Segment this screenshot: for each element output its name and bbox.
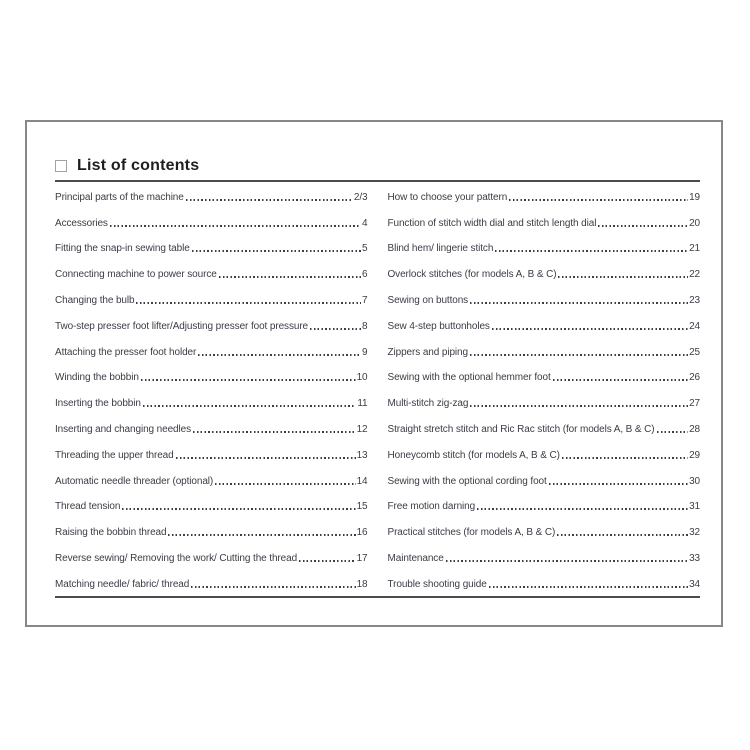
toc-entry-label: Sew 4-step buttonholes xyxy=(387,320,490,332)
dotted-leader xyxy=(446,560,688,562)
toc-entry-label: Matching needle/ fabric/ thread xyxy=(55,578,190,590)
toc-entry-page-number: 13 xyxy=(356,449,368,461)
toc-entry-label: Inserting the bobbin xyxy=(55,398,141,410)
dotted-leader xyxy=(558,276,688,278)
toc-entry-page-number: 6 xyxy=(362,269,368,281)
toc-entry xyxy=(55,544,368,570)
toc-entry-page-number: 19 xyxy=(689,191,700,203)
toc-entry xyxy=(55,183,368,209)
toc-entry xyxy=(388,493,701,519)
toc-entry xyxy=(55,570,368,596)
toc-entry-label: How to choose your pattern xyxy=(387,191,508,203)
toc-entry-label: Raising the bobbin thread xyxy=(55,527,167,539)
toc-entry-page-number: 15 xyxy=(356,501,368,513)
dotted-leader xyxy=(470,302,688,304)
contents-heading xyxy=(55,156,700,176)
heading-divider xyxy=(55,180,700,182)
dotted-leader xyxy=(143,405,356,407)
dotted-leader xyxy=(168,534,355,536)
toc-entry-label: Practical stitches (for models A, B & C) xyxy=(387,527,556,539)
toc-entry-page-number: 28 xyxy=(689,423,700,435)
toc-entry xyxy=(55,286,368,312)
toc-entry xyxy=(55,364,368,390)
toc-entry-page-number: 11 xyxy=(357,398,368,410)
toc-entry xyxy=(388,389,701,415)
toc-entry xyxy=(388,286,701,312)
toc-columns xyxy=(55,183,700,596)
toc-entry xyxy=(388,364,701,390)
toc-entry xyxy=(388,415,701,441)
toc-entry-label: Blind hem/ lingerie stitch xyxy=(387,243,494,255)
toc-entry-label: Sewing with the optional hemmer foot xyxy=(387,372,551,384)
toc-entry xyxy=(55,389,368,415)
dotted-leader xyxy=(110,225,361,227)
toc-entry-label: Sewing with the optional cording foot xyxy=(387,475,547,487)
toc-entry-page-number: 24 xyxy=(689,320,700,332)
dotted-leader xyxy=(470,405,688,407)
toc-entry xyxy=(55,260,368,286)
square-outline-icon xyxy=(55,160,67,172)
toc-entry-page-number: 7 xyxy=(362,294,368,306)
toc-entry-label: Automatic needle threader (optional) xyxy=(55,475,214,487)
toc-entry-label: Fitting the snap-in sewing table xyxy=(55,243,190,255)
toc-entry-label: Connecting machine to power source xyxy=(55,269,217,281)
toc-entry-label: Honeycomb stitch (for models A, B & C) xyxy=(387,449,560,461)
toc-entry xyxy=(55,209,368,235)
toc-entry-label: Two-step presser foot lifter/Adjusting presser foot pressure xyxy=(55,320,309,332)
dotted-leader xyxy=(176,457,356,459)
toc-entry-label: Threading the upper thread xyxy=(55,449,174,461)
toc-entry-page-number: 25 xyxy=(689,346,700,358)
page-title: List of contents xyxy=(77,157,200,174)
dotted-leader xyxy=(193,431,356,433)
toc-column-left xyxy=(55,183,368,596)
toc-entry-page-number: 8 xyxy=(362,320,368,332)
dotted-leader xyxy=(489,586,688,588)
toc-entry-page-number: 14 xyxy=(356,475,368,487)
toc-entry-page-number: 18 xyxy=(356,578,368,590)
dotted-leader xyxy=(657,431,689,433)
toc-entry xyxy=(388,570,701,596)
dotted-leader xyxy=(219,276,361,278)
toc-entry-label: Changing the bulb xyxy=(55,294,135,306)
toc-entry-label: Reverse sewing/ Removing the work/ Cutting the thread xyxy=(55,552,298,564)
dotted-leader xyxy=(215,483,355,485)
toc-entry xyxy=(388,544,701,570)
toc-entry xyxy=(55,441,368,467)
toc-entry-page-number: 2/3 xyxy=(353,191,368,203)
dotted-leader xyxy=(198,354,361,356)
toc-entry-label: Winding the bobbin xyxy=(55,372,139,384)
toc-entry-label: Straight stretch stitch and Ric Rac stitch (for models A, B & C) xyxy=(387,423,655,435)
toc-entry-label: Function of stitch width dial and stitch length dial xyxy=(387,217,597,229)
dotted-leader xyxy=(136,302,361,304)
toc-entry xyxy=(55,518,368,544)
dotted-leader xyxy=(141,379,356,381)
toc-entry-page-number: 20 xyxy=(689,217,700,229)
toc-entry xyxy=(388,209,701,235)
toc-entry-page-number: 16 xyxy=(356,527,368,539)
dotted-leader xyxy=(192,250,361,252)
page-border-frame xyxy=(25,120,723,627)
dotted-leader xyxy=(492,328,688,330)
toc-entry xyxy=(388,338,701,364)
dotted-leader xyxy=(495,250,688,252)
dotted-leader xyxy=(470,354,688,356)
dotted-leader xyxy=(509,199,688,201)
dotted-leader xyxy=(310,328,361,330)
toc-entry-label: Overlock stitches (for models A, B & C) xyxy=(387,269,557,281)
toc-entry-page-number: 17 xyxy=(356,552,368,564)
toc-entry-page-number: 30 xyxy=(689,475,700,487)
toc-entry-label: Attaching the presser foot holder xyxy=(55,346,197,358)
toc-entry xyxy=(388,260,701,286)
toc-entry xyxy=(388,183,701,209)
toc-entry-label: Inserting and changing needles xyxy=(55,423,191,435)
toc-entry-label: Free motion darning xyxy=(387,501,476,513)
toc-entry-page-number: 22 xyxy=(689,269,700,281)
dotted-leader xyxy=(557,534,688,536)
toc-entry-page-number: 32 xyxy=(689,527,700,539)
toc-entry-page-number: 12 xyxy=(356,423,368,435)
dotted-leader xyxy=(299,560,356,562)
toc-entry-page-number: 29 xyxy=(689,449,700,461)
toc-column-right xyxy=(388,183,701,596)
toc-entry-page-number: 23 xyxy=(689,294,700,306)
toc-entry-page-number: 4 xyxy=(362,217,368,229)
toc-entry-page-number: 10 xyxy=(356,372,368,384)
toc-entry-label: Thread tension xyxy=(55,501,121,513)
toc-entry-page-number: 21 xyxy=(689,243,700,255)
toc-entry-label: Zippers and piping xyxy=(387,346,468,358)
bottom-divider xyxy=(55,596,700,598)
toc-entry xyxy=(55,415,368,441)
toc-entry-label: Multi-stitch zig-zag xyxy=(387,398,469,410)
dotted-leader xyxy=(191,586,355,588)
toc-entry xyxy=(55,312,368,338)
toc-entry-label: Maintenance xyxy=(387,552,444,564)
dotted-leader xyxy=(186,199,353,201)
toc-entry xyxy=(388,235,701,261)
toc-entry xyxy=(388,312,701,338)
toc-entry-page-number: 5 xyxy=(362,243,368,255)
toc-entry-page-number: 31 xyxy=(689,501,700,513)
toc-entry-page-number: 26 xyxy=(689,372,700,384)
toc-entry xyxy=(388,441,701,467)
dotted-leader xyxy=(553,379,688,381)
toc-entry xyxy=(388,518,701,544)
toc-entry-page-number: 34 xyxy=(689,578,700,590)
toc-entry xyxy=(55,493,368,519)
toc-entry xyxy=(388,467,701,493)
toc-entry xyxy=(55,338,368,364)
dotted-leader xyxy=(477,508,688,510)
toc-entry-label: Accessories xyxy=(55,217,108,229)
toc-entry-label: Trouble shooting guide xyxy=(387,578,487,590)
toc-entry-label: Sewing on buttons xyxy=(387,294,469,306)
toc-entry xyxy=(55,235,368,261)
dotted-leader xyxy=(122,508,355,510)
toc-entry-page-number: 27 xyxy=(689,398,700,410)
toc-entry-page-number: 9 xyxy=(362,346,368,358)
dotted-leader xyxy=(562,457,688,459)
dotted-leader xyxy=(598,225,688,227)
toc-entry-page-number: 33 xyxy=(689,552,700,564)
toc-entry xyxy=(55,467,368,493)
dotted-leader xyxy=(549,483,688,485)
toc-entry-label: Principal parts of the machine xyxy=(55,191,184,203)
